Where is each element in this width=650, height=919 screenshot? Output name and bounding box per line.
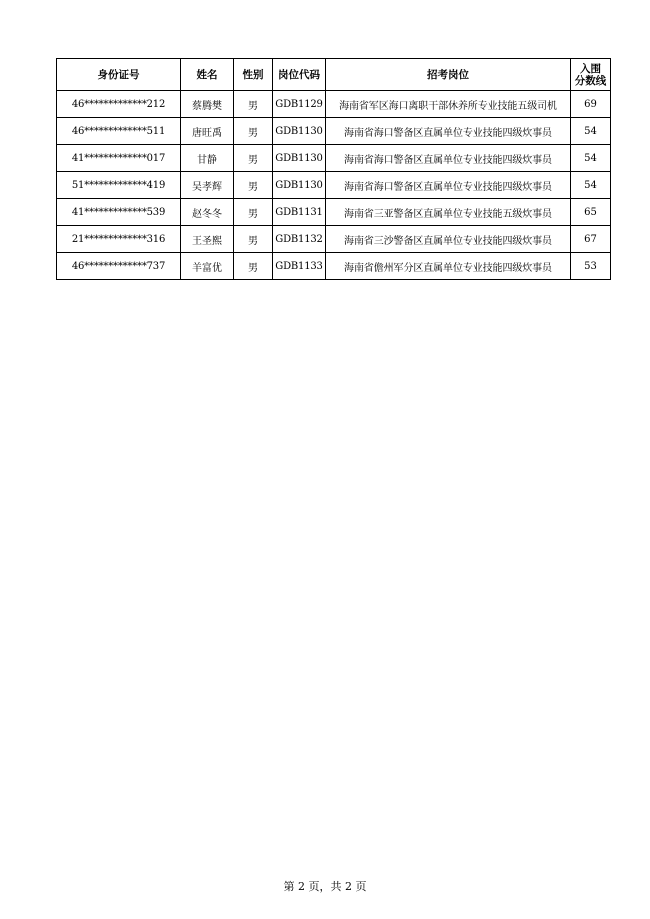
header-post: 招考岗位 (326, 59, 571, 91)
cell-score: 67 (571, 226, 611, 253)
cell-gender: 男 (234, 172, 273, 199)
cell-post-code: GDB1130 (273, 145, 326, 172)
cell-post-code: GDB1129 (273, 91, 326, 118)
table-row (57, 91, 611, 118)
cell-post: 海南省海口警备区直属单位专业技能四级炊事员 (326, 172, 571, 199)
cell-name: 吴孝辉 (181, 172, 234, 199)
cell-name: 蔡腾樊 (181, 91, 234, 118)
cell-name: 羊富优 (181, 253, 234, 280)
cell-gender: 男 (234, 145, 273, 172)
cell-id-number: 41*************017 (57, 145, 181, 172)
cell-id-number: 51*************419 (57, 172, 181, 199)
cell-post-code: GDB1130 (273, 118, 326, 145)
header-post-code: 岗位代码 (273, 59, 326, 91)
cell-post: 海南省海口警备区直属单位专业技能四级炊事员 (326, 145, 571, 172)
header-gender: 性别 (234, 59, 273, 91)
table-row (57, 118, 611, 145)
table-row (57, 226, 611, 253)
cell-score: 54 (571, 145, 611, 172)
cell-post: 海南省三亚警备区直属单位专业技能五级炊事员 (326, 199, 571, 226)
table-row (57, 172, 611, 199)
table-row (57, 253, 611, 280)
cell-post: 海南省军区海口离职干部休养所专业技能五级司机 (326, 91, 571, 118)
table-row (57, 145, 611, 172)
cell-gender: 男 (234, 91, 273, 118)
table-header-row (57, 59, 611, 91)
cell-post-code: GDB1132 (273, 226, 326, 253)
cell-id-number: 46*************212 (57, 91, 181, 118)
table-row (57, 199, 611, 226)
cell-name: 唐旺禹 (181, 118, 234, 145)
cell-score: 69 (571, 91, 611, 118)
cell-gender: 男 (234, 226, 273, 253)
cell-post-code: GDB1130 (273, 172, 326, 199)
header-score-line-1: 入围 (580, 62, 601, 75)
cell-name: 王圣熙 (181, 226, 234, 253)
cell-name: 甘静 (181, 145, 234, 172)
cell-score: 54 (571, 118, 611, 145)
cell-id-number: 21*************316 (57, 226, 181, 253)
cell-score: 65 (571, 199, 611, 226)
header-id-number: 身份证号 (57, 59, 181, 91)
cell-gender: 男 (234, 199, 273, 226)
header-score-line-2: 分数线 (574, 74, 607, 87)
cell-id-number: 46*************737 (57, 253, 181, 280)
header-name: 姓名 (181, 59, 234, 91)
cell-score: 53 (571, 253, 611, 280)
page-footer: 第 2 页，共 2 页 (283, 880, 367, 893)
cell-score: 54 (571, 172, 611, 199)
cell-name: 赵冬冬 (181, 199, 234, 226)
cell-post-code: GDB1131 (273, 199, 326, 226)
results-table (56, 58, 611, 280)
cell-post-code: GDB1133 (273, 253, 326, 280)
header-score-line (571, 59, 611, 91)
cell-post: 海南省儋州军分区直属单位专业技能四级炊事员 (326, 253, 571, 280)
cell-id-number: 46*************511 (57, 118, 181, 145)
cell-gender: 男 (234, 253, 273, 280)
cell-post: 海南省海口警备区直属单位专业技能四级炊事员 (326, 118, 571, 145)
cell-id-number: 41*************539 (57, 199, 181, 226)
cell-gender: 男 (234, 118, 273, 145)
cell-post: 海南省三沙警备区直属单位专业技能四级炊事员 (326, 226, 571, 253)
